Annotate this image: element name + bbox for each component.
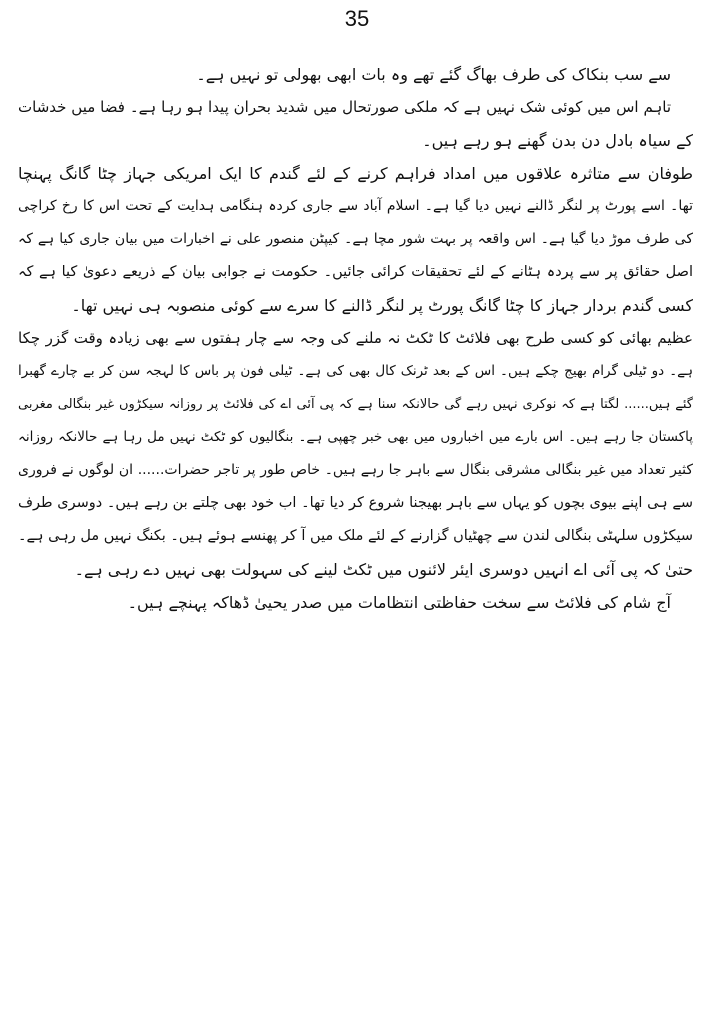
text-line: کثیر تعداد میں غیر بنگالی مشرقی بنگال سے باہر جا رہے ہیں۔ خاص طور پر تاجر حضرات...... ان لوگوں نے فروری bbox=[18, 462, 693, 478]
text-line: گئے ہیں...... لگتا ہے کہ نوکری نہیں رہے گی حالانکہ سنا ہے کہ پی آئی اے کی فلائٹ پر روزانہ سیکڑوں غیر بنگالی مغربی bbox=[18, 397, 693, 412]
text-line: کسی گندم بردار جہاز کا چٹا گانگ پورٹ پر لنگر ڈالنے کا سرے سے کوئی منصوبہ ہی نہیں تھا۔ bbox=[71, 296, 693, 315]
page-number: 35 bbox=[344, 6, 370, 31]
text-line: کے سیاہ بادل دن بدن گھنے ہو رہے ہیں۔ bbox=[422, 131, 693, 150]
text-line: پاکستان جا رہے ہیں۔ اس بارے میں اخباروں میں بھی خبر چھپی ہے۔ بنگالیوں کو ٹکٹ نہیں مل رہا ہے حالانکہ روزانہ bbox=[18, 429, 693, 445]
text-line: عظیم بھائی کو کسی طرح بھی فلائٹ کا ٹکٹ نہ ملنے کی وجہ سے چار ہفتوں سے بھی زیادہ وقت گزر چکا bbox=[18, 329, 693, 347]
text-line: سے ہی اپنے بیوی بچوں کو یہاں سے باہر بھیجنا شروع کر دیا تھا۔ اب خود بھی چلتے بن رہے ہیں۔ دوسری طرف bbox=[18, 495, 693, 511]
text-line: تاہم اس میں کوئی شک نہیں ہے کہ ملکی صورتحال میں شدید بحران پیدا ہو رہا ہے۔ فضا میں خدشات bbox=[18, 98, 671, 116]
body-text bbox=[18, 58, 693, 619]
text-line: اصل حقائق پر سے پردہ ہٹانے کے لئے تحقیقات کرائی جائیں۔ حکومت نے جوابی بیان کے ذریعے دعویٰ کیا ہے کہ bbox=[18, 264, 693, 280]
text-line: کی طرف موڑ دیا گیا ہے۔ اس واقعہ پر بہت شور مچا ہے۔ کیپٹن منصور علی نے اخبارات میں بیان جاری کیا ہے کہ bbox=[18, 231, 693, 247]
text-line: سے سب بنکاک کی طرف بھاگ گئے تھے وہ بات ابھی بھولی تو نہیں ہے۔ bbox=[196, 65, 671, 84]
text-line: سیکڑوں سلہٹی بنگالی لندن سے چھٹیاں گزارنے کے لئے ملک میں آ کر پھنسے ہوئے ہیں۔ بکنگ نہیں مل رہی ہے۔ bbox=[18, 528, 693, 544]
text-line: حتیٰ کہ پی آئی اے انہیں دوسری ایئر لائنوں میں ٹکٹ لینے کی سہولت بھی نہیں دے رہی ہے۔ bbox=[74, 560, 693, 579]
text-line: طوفان سے متاثرہ علاقوں میں امداد فراہم کرنے کے لئے گندم کا ایک امریکی جہاز چٹا گانگ پہنچا bbox=[18, 164, 693, 183]
text-line: ہے۔ دو ٹیلی گرام بھیج چکے ہیں۔ اس کے بعد ٹرنک کال بھی کی ہے۔ ٹیلی فون پر باس کا لہجہ سن کر بے چارے گھبرا bbox=[18, 363, 693, 379]
text-line: تھا۔ اسے پورٹ پر لنگر ڈالنے نہیں دیا گیا ہے۔ اسلام آباد سے جاری کردہ ہنگامی ہدایت کے تحت اس کا رخ کراچی bbox=[18, 198, 693, 214]
text-line: آج شام کی فلائٹ سے سخت حفاظتی انتظامات میں صدر یحییٰ ڈھاکہ پہنچے ہیں۔ bbox=[127, 593, 671, 612]
